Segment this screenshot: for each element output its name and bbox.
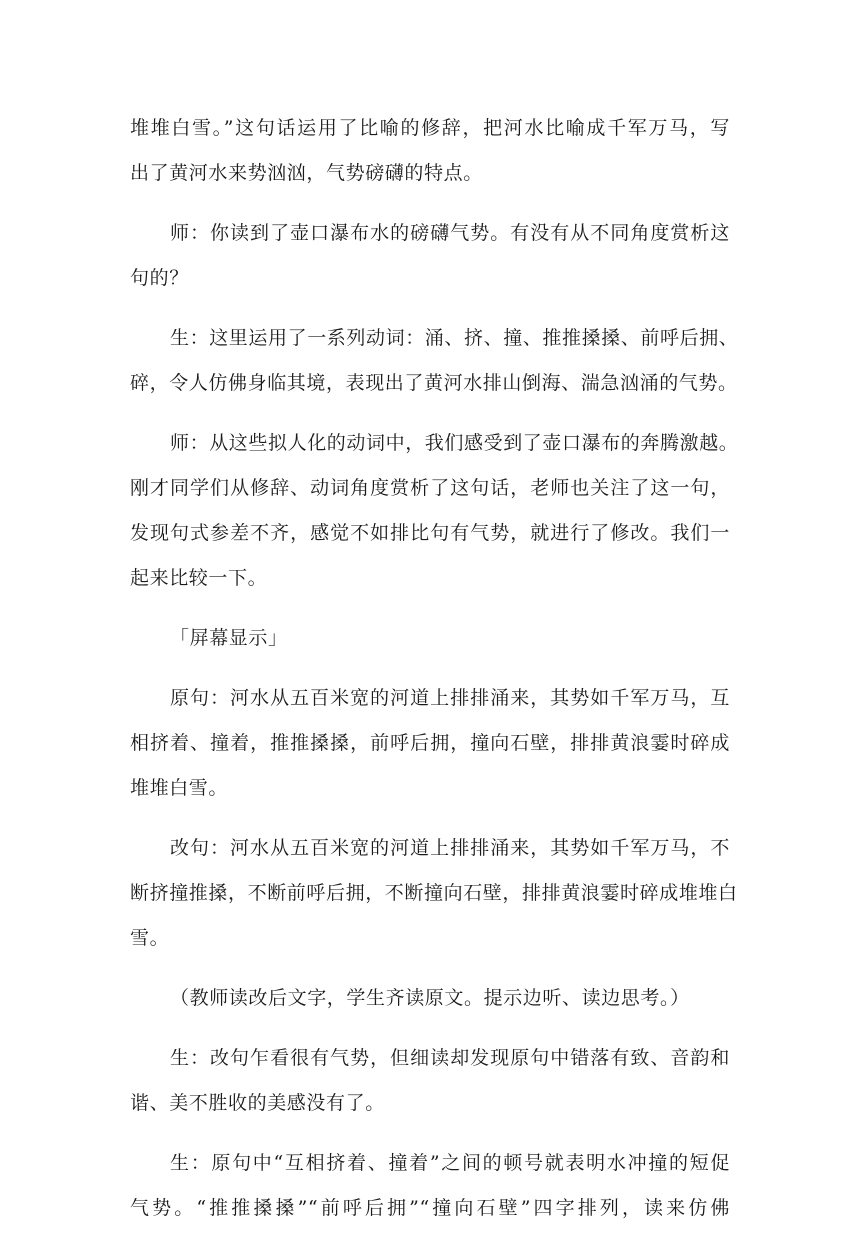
paragraph-2 [130, 211, 730, 301]
text-line: 起来比较一下。 [130, 567, 268, 589]
paragraph-3 [130, 316, 739, 406]
paragraph-8-stage-note [130, 976, 730, 1021]
text-line: 刚才同学们从修辞、动词角度赏析了这句话，老师也关注了这一句， [130, 477, 730, 499]
text-line: 师：你读到了壶口瀑布水的磅礴气势。有没有从不同角度赏析这 [170, 222, 730, 244]
text-line: 句的？ [130, 267, 189, 289]
paragraph-5-screen-display-label [130, 616, 730, 661]
text-line: 生：改句乍看很有气势，但细读却发现原句中错落有致、音韵和 [170, 1047, 730, 1069]
text-line: 雪。 [130, 927, 170, 949]
text-line: 堆堆白雪。”这句话运用了比喻的修辞，把河水比喻成千军万马，写 [130, 117, 730, 139]
text-line: 气势。“推推搡搡”“前呼后拥”“撞向石壁”四字排列，读来仿佛 [130, 1197, 730, 1219]
paragraph-1 [130, 106, 730, 196]
text-line: 出了黄河水来势汹汹，气势磅礴的特点。 [130, 162, 483, 184]
paragraph-4 [130, 421, 739, 601]
text-line: 「屏幕显示」 [170, 627, 288, 649]
text-line: 生：原句中“互相挤着、撞着”之间的顿号就表明水冲撞的短促 [170, 1152, 730, 1174]
paragraph-10 [130, 1141, 730, 1231]
paragraph-9 [130, 1036, 730, 1126]
document-body [130, 106, 739, 1246]
text-line: 原句：河水从五百米宽的河道上排排涌来，其势如千军万马，互 [170, 687, 730, 709]
text-line: 发现句式参差不齐，感觉不如排比句有气势，就进行了修改。我们一 [130, 522, 730, 544]
text-line: 堆堆白雪。 [130, 777, 229, 799]
text-line: 生：这里运用了一系列动词：涌、挤、撞、推推搡搡、前呼后拥、 [170, 327, 739, 349]
text-line: 相挤着、撞着，推推搡搡，前呼后拥，撞向石壁，排排黄浪霎时碎成 [130, 732, 730, 754]
text-line: （教师读改后文字，学生齐读原文。提示边听、读边思考。） [170, 987, 690, 1009]
text-line: 改句：河水从五百米宽的河道上排排涌来，其势如千军万马，不 [170, 837, 730, 859]
text-line: 碎，令人仿佛身临其境，表现出了黄河水排山倒海、湍急汹涌的气势。 [130, 372, 738, 394]
text-line: 断挤撞推搡，不断前呼后拥，不断撞向石壁，排排黄浪霎时碎成堆堆白 [130, 882, 738, 904]
text-line: 师：从这些拟人化的动词中，我们感受到了壶口瀑布的奔腾激越。 [170, 432, 739, 454]
text-line: 谐、美不胜收的美感没有了。 [130, 1092, 385, 1114]
paragraph-7-revised-sentence [130, 826, 738, 961]
paragraph-6-original-sentence [130, 676, 730, 811]
